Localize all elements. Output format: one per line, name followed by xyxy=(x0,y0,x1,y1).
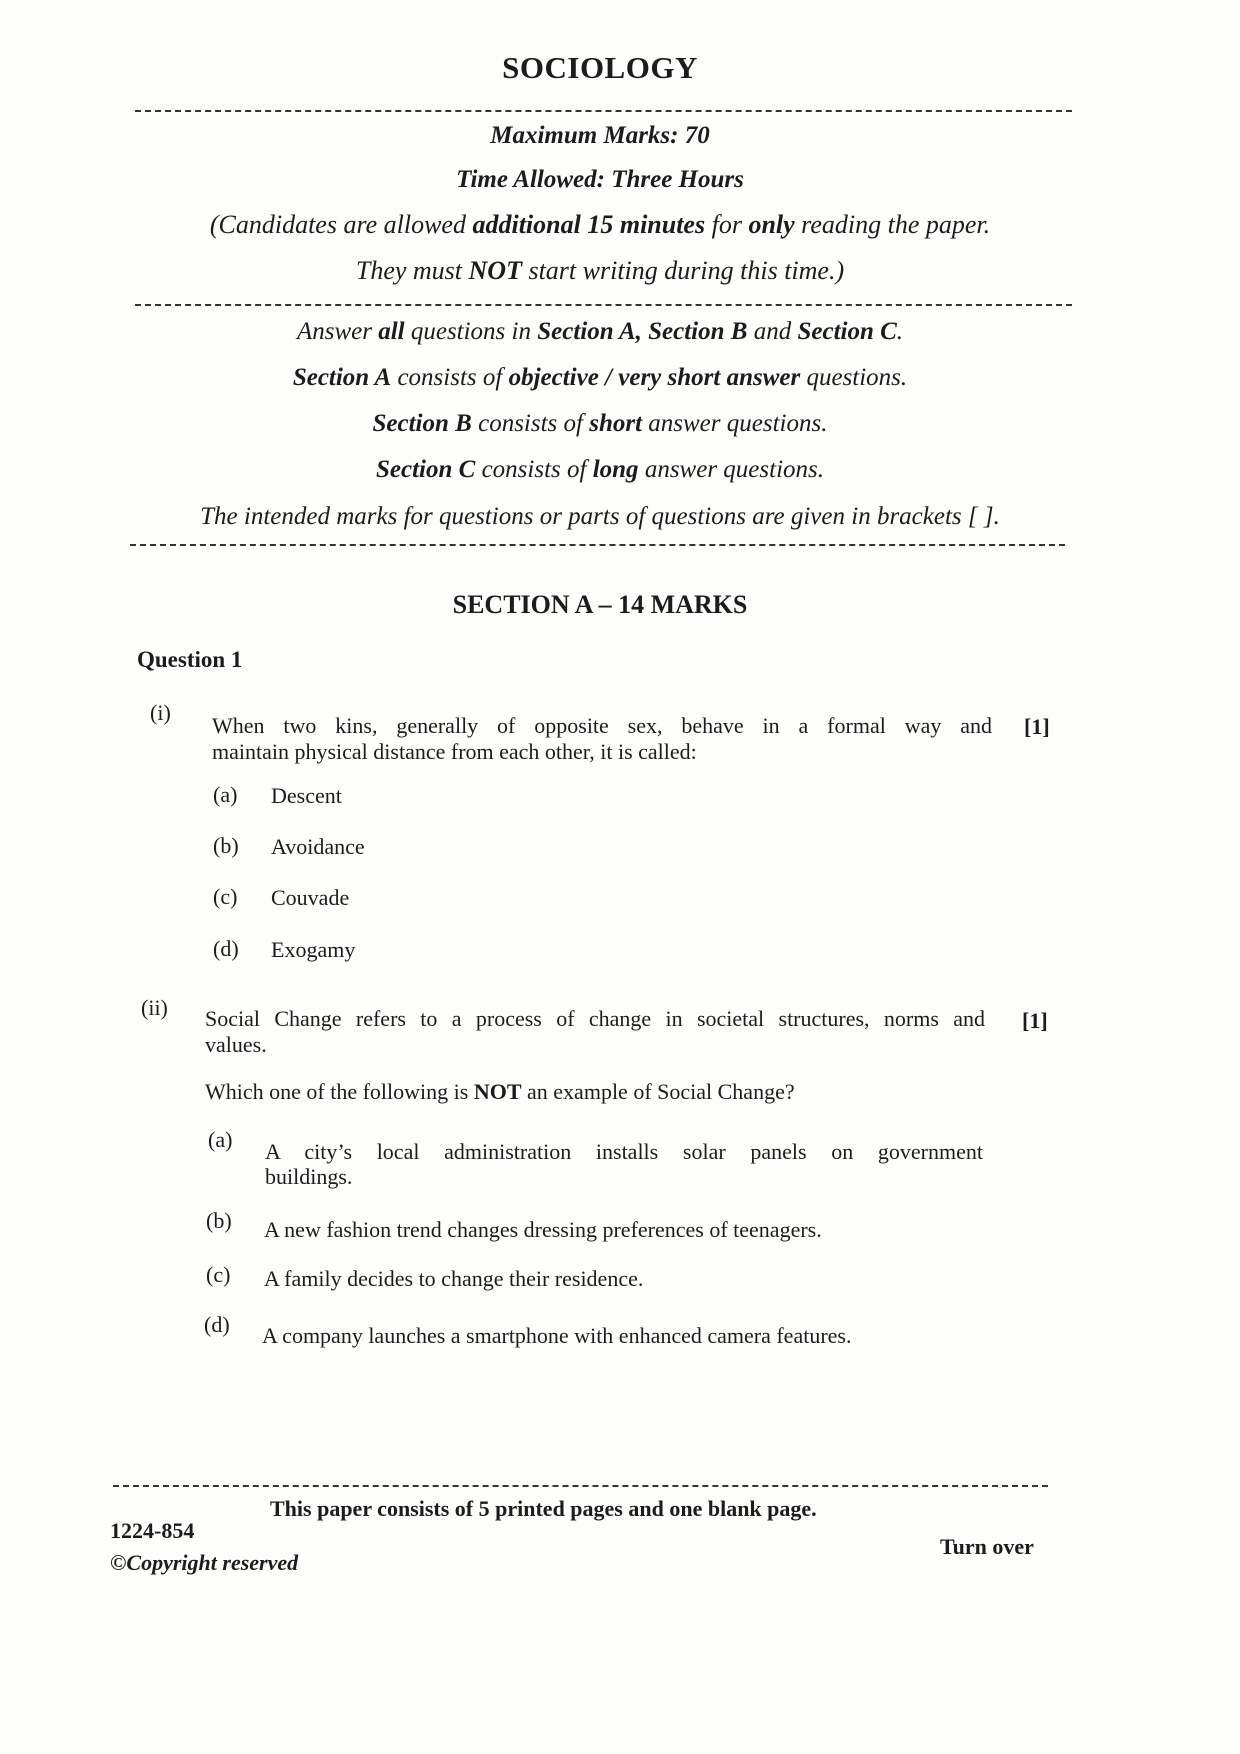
q1-i-option-d-text: Exogamy xyxy=(271,937,356,962)
q1-ii-marks: [1] xyxy=(1022,1008,1048,1033)
q1-ii-text-line2: values. xyxy=(205,1032,267,1057)
q1-ii-option-a-line2: buildings. xyxy=(265,1164,353,1189)
page-count-note: This paper consists of 5 printed pages and one blank page. xyxy=(270,1496,817,1521)
q1-ii-prompt: Which one of the following is NOT an example of Social Change? xyxy=(205,1079,795,1104)
q1-ii-option-d-label: (d) xyxy=(204,1312,230,1337)
maximum-marks: Maximum Marks: 70 xyxy=(490,122,710,149)
divider-footer xyxy=(113,1485,1048,1487)
q1-ii-option-b-text: A new fashion trend changes dressing preferences of teenagers. xyxy=(264,1217,822,1242)
q1-i-option-d-label: (d) xyxy=(213,936,239,961)
instruction-answer-all: Answer all questions in Section A, Section B and Section C. xyxy=(296,318,904,345)
q1-ii-option-a-line1: A city’s local administration installs solar panels on government xyxy=(265,1139,983,1164)
instruction-section-c: Section C consists of long answer questions. xyxy=(376,456,824,483)
question-1-label: Question 1 xyxy=(137,647,243,672)
paper-code: 1224-854 xyxy=(110,1518,195,1543)
q1-ii-option-b-label: (b) xyxy=(206,1208,232,1233)
divider-bottom xyxy=(130,544,1065,546)
q1-i-option-b-text: Avoidance xyxy=(271,834,365,859)
instruction-section-b: Section B consists of short answer questions. xyxy=(372,410,828,437)
section-a-heading: SECTION A – 14 MARKS xyxy=(452,590,748,619)
q1-ii-number: (ii) xyxy=(141,995,168,1020)
q1-ii-option-d-text: A company launches a smartphone with enhanced camera features. xyxy=(262,1323,852,1348)
q1-ii-option-c-text: A family decides to change their residence. xyxy=(264,1266,644,1291)
instruction-marks-brackets: The intended marks for questions or parts of questions are given in brackets [ ]. xyxy=(200,503,1000,530)
q1-i-text-line2: maintain physical distance from each other, it is called: xyxy=(212,739,697,764)
q1-i-option-a-text: Descent xyxy=(271,783,342,808)
q1-i-text-line1: When two kins, generally of opposite sex, behave in a formal way and xyxy=(212,713,992,738)
no-writing-note: They must NOT start writing during this time.) xyxy=(355,256,845,285)
divider-mid xyxy=(135,304,1072,306)
q1-i-option-a-label: (a) xyxy=(213,782,238,807)
q1-i-option-c-text: Couvade xyxy=(271,885,350,910)
q1-ii-option-a-label: (a) xyxy=(208,1127,233,1152)
q1-i-number: (i) xyxy=(150,700,171,725)
instruction-section-a: Section A consists of objective / very short answer questions. xyxy=(292,364,908,391)
turn-over: Turn over xyxy=(940,1534,1034,1559)
q1-i-marks: [1] xyxy=(1024,714,1050,739)
q1-i-option-c-label: (c) xyxy=(213,884,238,909)
divider-top xyxy=(135,110,1072,112)
time-allowed: Time Allowed: Three Hours xyxy=(456,166,744,193)
q1-ii-option-c-label: (c) xyxy=(206,1262,231,1287)
q1-ii-text-line1: Social Change refers to a process of change in societal structures, norms and xyxy=(205,1006,985,1031)
copyright-notice: ©Copyright reserved xyxy=(110,1550,299,1575)
paper-title: SOCIOLOGY xyxy=(502,50,698,85)
reading-time-note: (Candidates are allowed additional 15 minutes for only reading the paper. xyxy=(209,210,991,239)
q1-i-option-b-label: (b) xyxy=(213,833,239,858)
